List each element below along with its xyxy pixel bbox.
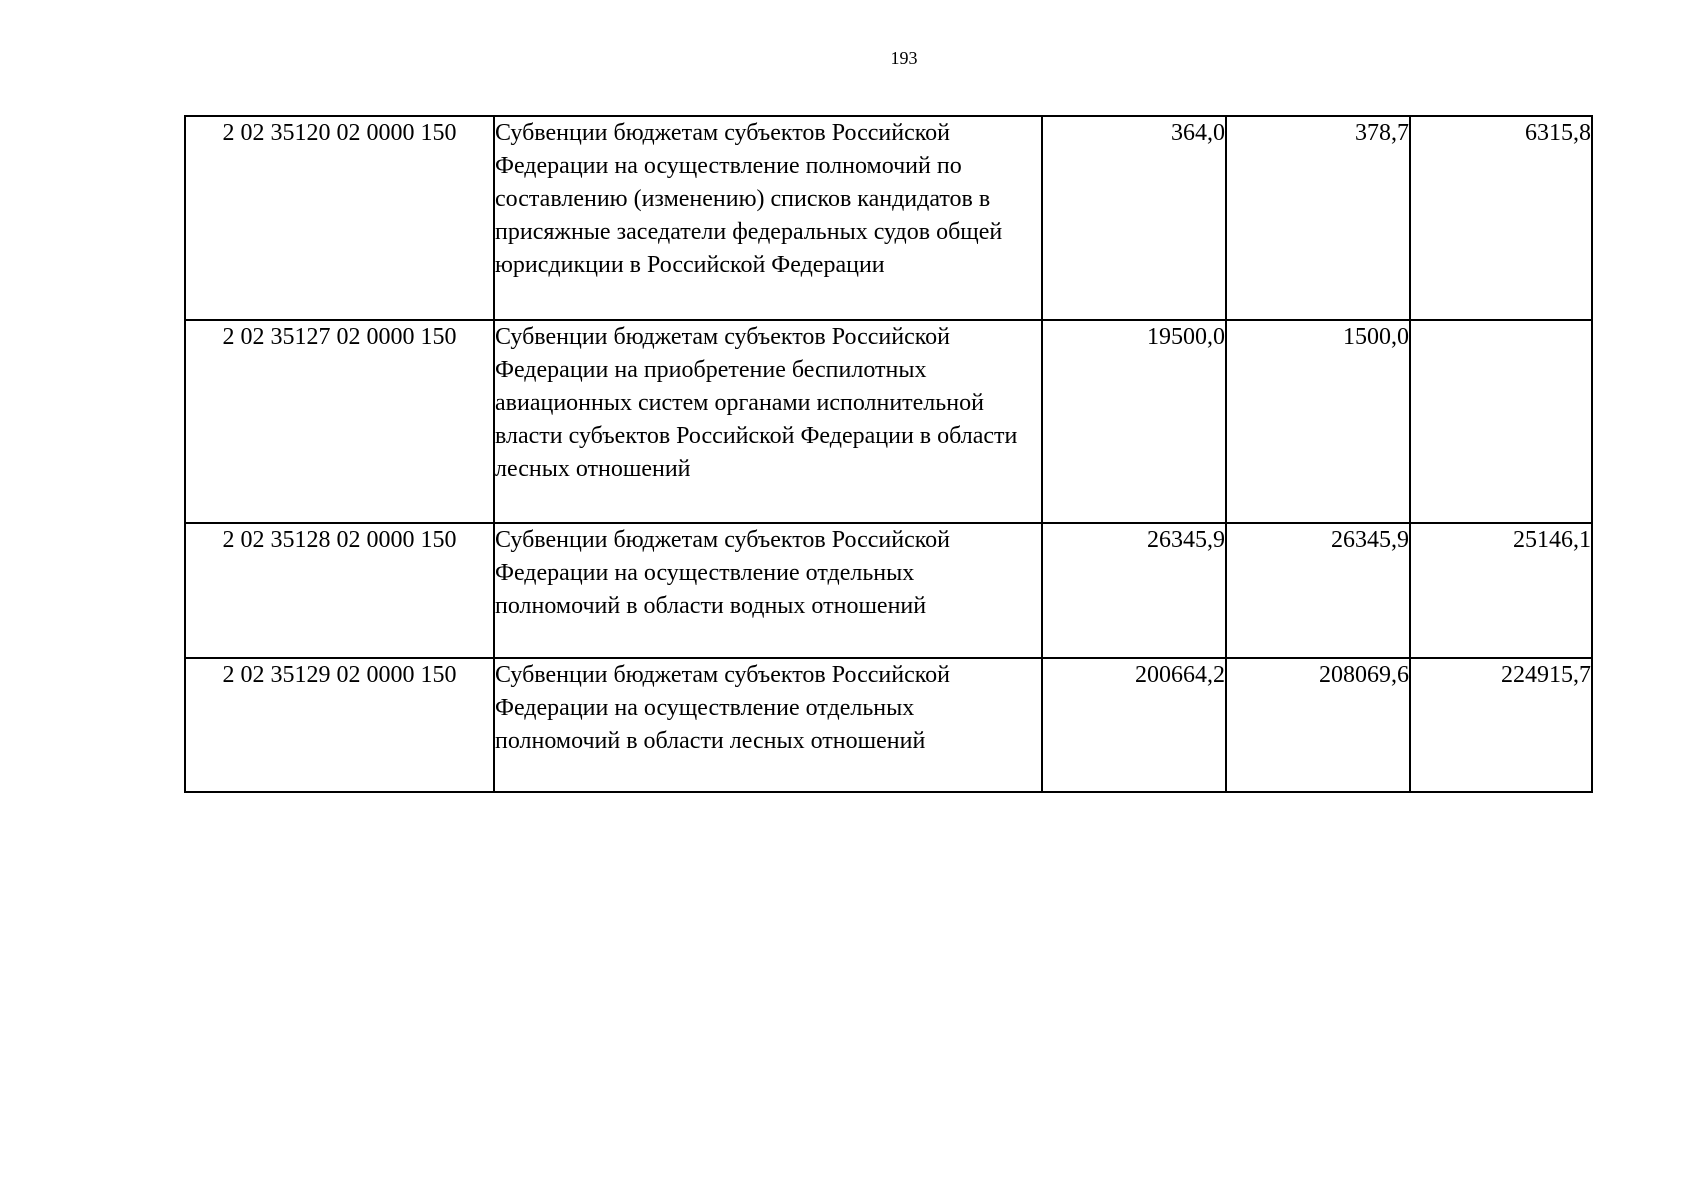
value-col-1: 26345,9 bbox=[1042, 523, 1226, 658]
budget-code: 2 02 35127 02 0000 150 bbox=[185, 320, 494, 523]
table-row bbox=[185, 523, 1592, 658]
page-number: 193 bbox=[890, 48, 918, 68]
table-row bbox=[185, 658, 1592, 792]
value-col-1: 364,0 bbox=[1042, 116, 1226, 320]
budget-table bbox=[184, 115, 1593, 793]
table-row bbox=[185, 116, 1592, 320]
row-description: Субвенции бюджетам субъектов Российской Федерации на осуществление отдельных полномочий в области водных отношений bbox=[494, 523, 1042, 658]
value-col-1: 19500,0 bbox=[1042, 320, 1226, 523]
value-col-3: 6315,8 bbox=[1410, 116, 1592, 320]
table-row bbox=[185, 320, 1592, 523]
value-col-2: 208069,6 bbox=[1226, 658, 1410, 792]
budget-code: 2 02 35128 02 0000 150 bbox=[185, 523, 494, 658]
budget-code: 2 02 35120 02 0000 150 bbox=[185, 116, 494, 320]
row-description: Субвенции бюджетам субъектов Российской Федерации на осуществление полномочий по составлению (изменению) списков кандидатов в присяжные заседатели федеральных судов общей юрисдикции в Российской Федерации bbox=[494, 116, 1042, 320]
row-description: Субвенции бюджетам субъектов Российской Федерации на приобретение беспилотных авиационных систем органами исполнительной власти субъектов Российской Федерации в области лесных отношений bbox=[494, 320, 1042, 523]
value-col-2: 26345,9 bbox=[1226, 523, 1410, 658]
row-description: Субвенции бюджетам субъектов Российской Федерации на осуществление отдельных полномочий в области лесных отношений bbox=[494, 658, 1042, 792]
value-col-3: 25146,1 bbox=[1410, 523, 1592, 658]
value-col-3: 224915,7 bbox=[1410, 658, 1592, 792]
value-col-3 bbox=[1410, 320, 1592, 523]
value-col-2: 1500,0 bbox=[1226, 320, 1410, 523]
value-col-1: 200664,2 bbox=[1042, 658, 1226, 792]
value-col-2: 378,7 bbox=[1226, 116, 1410, 320]
budget-code: 2 02 35129 02 0000 150 bbox=[185, 658, 494, 792]
